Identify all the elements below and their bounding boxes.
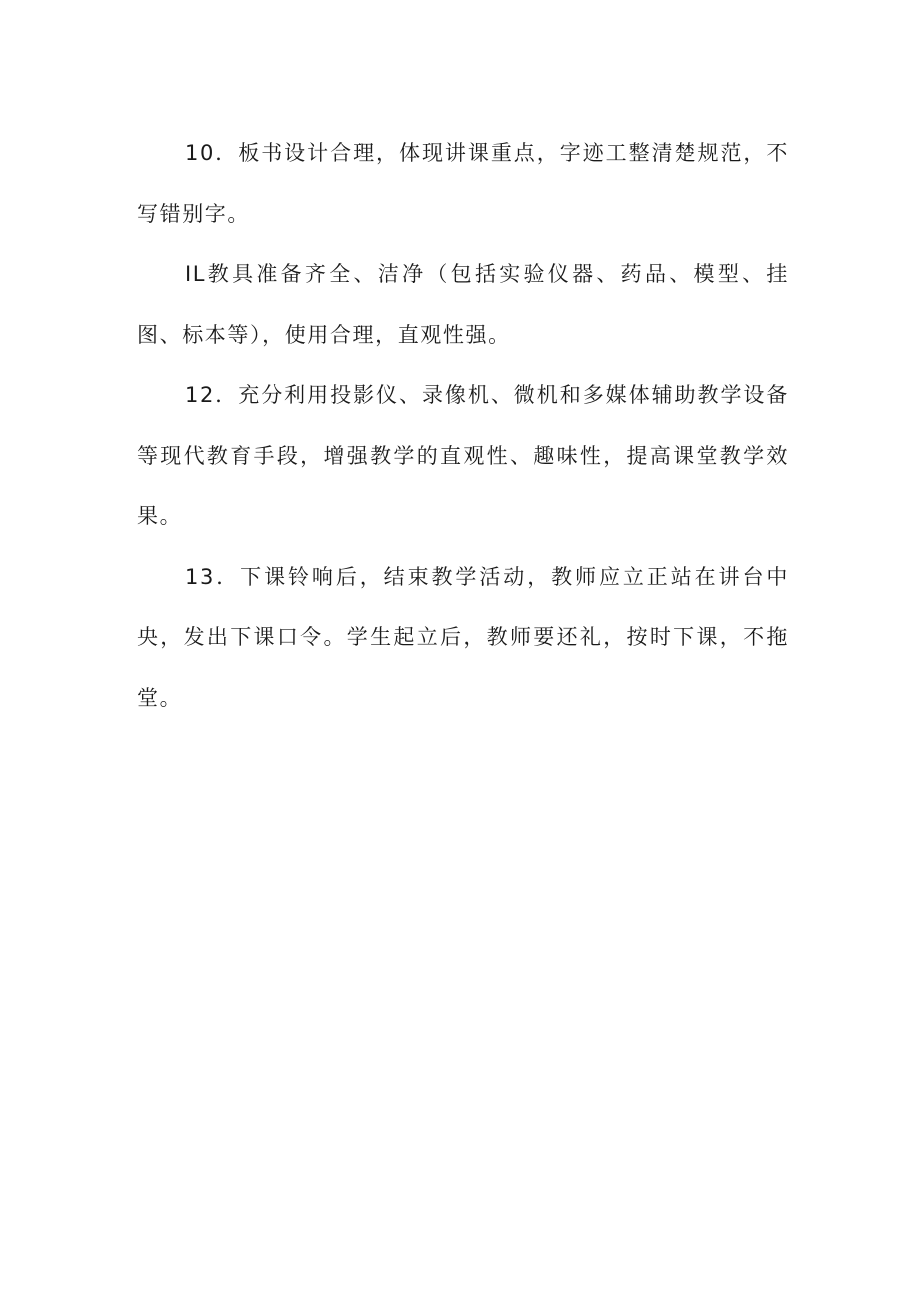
paragraph-item-11: IL教具准备齐全、洁净（包括实验仪器、药品、模型、挂图、标本等），使用合理，直观性强。 — [137, 262, 789, 347]
paragraph-item-10: 10．板书设计合理，体现讲课重点，字迹工整清楚规范，不写错别字。 — [137, 141, 789, 226]
document-body — [137, 123, 789, 728]
paragraph-item-13: 13．下课铃响后，结束教学活动，教师应立正站在讲台中央，发出下课口令。学生起立后，教师要还礼，按时下课，不拖堂。 — [137, 564, 789, 710]
paragraph-item-12: 12．充分利用投影仪、录像机、微机和多媒体辅助教学设备等现代教育手段，增强教学的直观性、趣味性，提高课堂教学效果。 — [137, 383, 789, 528]
